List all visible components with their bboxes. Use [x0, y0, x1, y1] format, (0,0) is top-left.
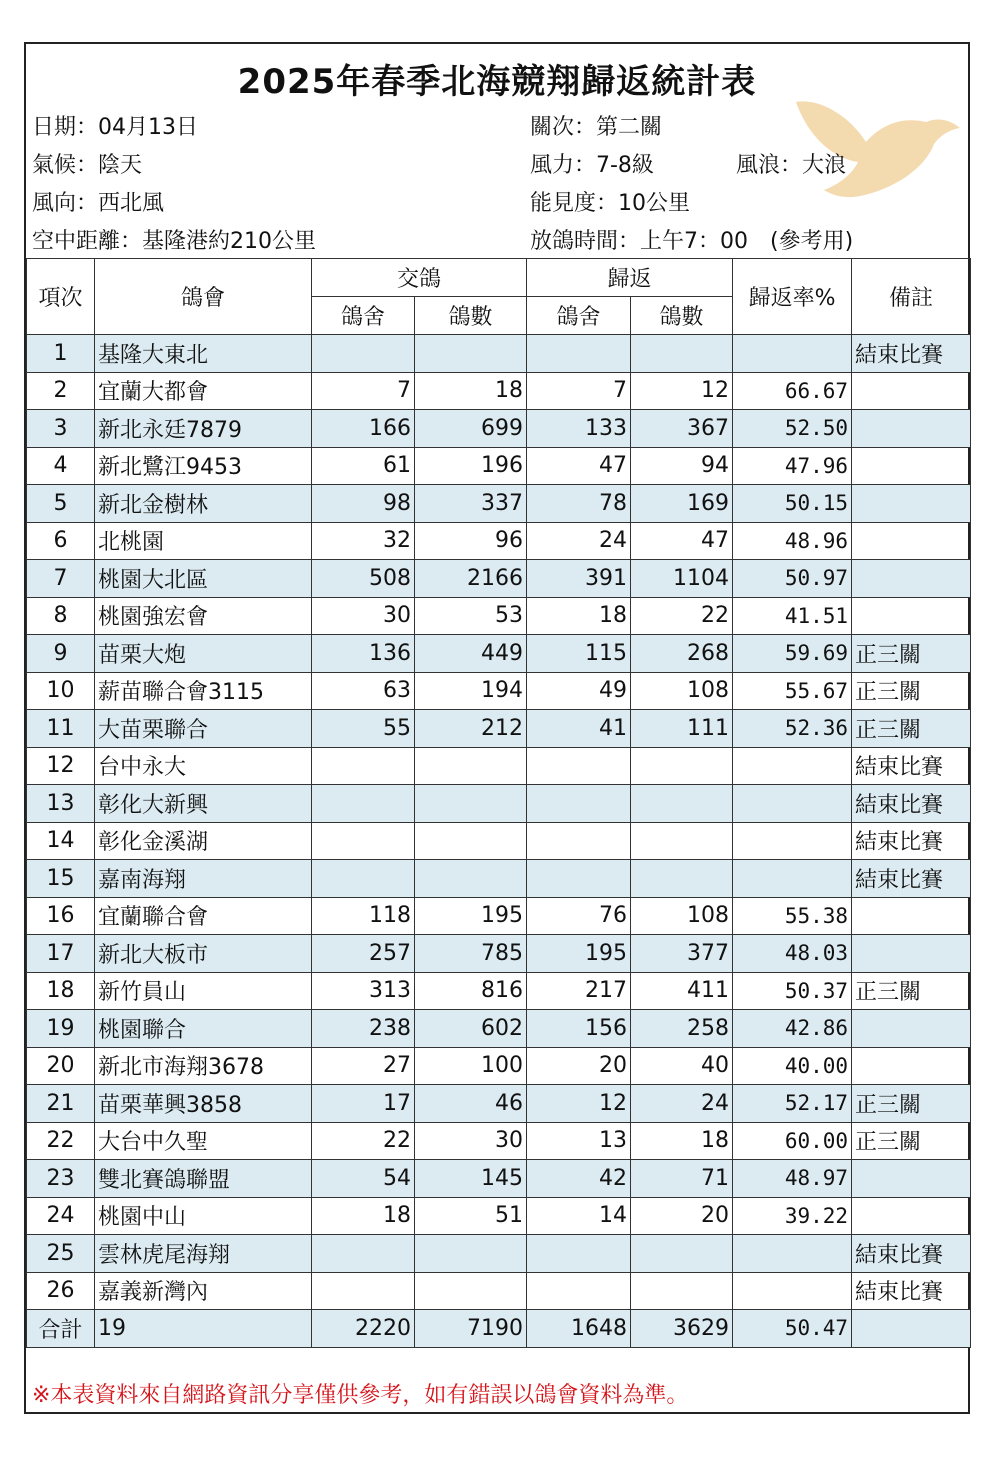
- returned-lofts: 217: [527, 972, 631, 1010]
- row-note: 正三關: [852, 1122, 971, 1160]
- info-distance: 空中距離：基隆港約210公里: [32, 229, 316, 254]
- table-row: [27, 1010, 971, 1048]
- delivered-lofts: [312, 1235, 415, 1273]
- club-name: 北桃園: [95, 522, 312, 560]
- returned-lofts: 49: [527, 672, 631, 710]
- row-index: 2: [27, 372, 95, 410]
- returned-birds: 111: [631, 710, 733, 748]
- return-rate: [733, 822, 852, 860]
- total-rate: 50.47: [733, 1310, 852, 1348]
- row-note: 正三關: [852, 972, 971, 1010]
- delivered-lofts: 257: [312, 935, 415, 973]
- header-delivered: 交鴿: [312, 259, 527, 297]
- row-index: 7: [27, 560, 95, 598]
- returned-lofts: 115: [527, 635, 631, 673]
- header-index: 項次: [27, 259, 95, 335]
- delivered-lofts: [312, 747, 415, 785]
- returned-birds: 12: [631, 372, 733, 410]
- delivered-lofts: 27: [312, 1047, 415, 1085]
- return-rate: [733, 860, 852, 898]
- row-note: 結束比賽: [852, 860, 971, 898]
- table-row: [27, 860, 971, 898]
- row-index: 20: [27, 1047, 95, 1085]
- return-rate: 52.17: [733, 1085, 852, 1123]
- returned-birds: [631, 822, 733, 860]
- return-rate: 52.50: [733, 410, 852, 448]
- delivered-lofts: 7: [312, 372, 415, 410]
- info-wind-direction: 風向：西北風: [32, 191, 165, 216]
- return-rate: 50.15: [733, 485, 852, 523]
- returned-birds: 169: [631, 485, 733, 523]
- returned-birds: 20: [631, 1197, 733, 1235]
- returned-lofts: 20: [527, 1047, 631, 1085]
- delivered-birds: 2166: [415, 560, 527, 598]
- table-row: [27, 972, 971, 1010]
- returned-lofts: [527, 335, 631, 373]
- delivered-birds: 195: [415, 897, 527, 935]
- club-name: 宜蘭聯合會: [95, 897, 312, 935]
- total-label: 合計: [27, 1310, 95, 1348]
- returned-birds: 47: [631, 522, 733, 560]
- row-index: 24: [27, 1197, 95, 1235]
- delivered-birds: [415, 1272, 527, 1310]
- returned-lofts: 18: [527, 597, 631, 635]
- delivered-lofts: 18: [312, 1197, 415, 1235]
- club-name: 大台中久聖: [95, 1122, 312, 1160]
- delivered-lofts: 136: [312, 635, 415, 673]
- delivered-lofts: 313: [312, 972, 415, 1010]
- returned-lofts: 195: [527, 935, 631, 973]
- row-index: 23: [27, 1160, 95, 1198]
- delivered-birds: 53: [415, 597, 527, 635]
- info-visibility: 能見度：10公里: [530, 191, 690, 216]
- row-index: 14: [27, 822, 95, 860]
- total-club-count: 19: [95, 1310, 312, 1348]
- returned-birds: 268: [631, 635, 733, 673]
- delivered-birds: [415, 1235, 527, 1273]
- club-name: 苗栗華興3858: [95, 1085, 312, 1123]
- table-row: [27, 710, 971, 748]
- row-index: 15: [27, 860, 95, 898]
- delivered-lofts: 98: [312, 485, 415, 523]
- row-index: 17: [27, 935, 95, 973]
- delivered-lofts: 54: [312, 1160, 415, 1198]
- table-row: [27, 1047, 971, 1085]
- delivered-birds: [415, 785, 527, 823]
- returned-birds: 40: [631, 1047, 733, 1085]
- row-note: 正三關: [852, 710, 971, 748]
- returned-lofts: 156: [527, 1010, 631, 1048]
- returned-birds: 108: [631, 897, 733, 935]
- table-body: [27, 335, 971, 1310]
- returned-lofts: 42: [527, 1160, 631, 1198]
- delivered-lofts: [312, 785, 415, 823]
- delivered-birds: 51: [415, 1197, 527, 1235]
- row-index: 10: [27, 672, 95, 710]
- header-returned-birds: 鴿數: [631, 297, 733, 335]
- delivered-birds: 337: [415, 485, 527, 523]
- row-note: 結束比賽: [852, 747, 971, 785]
- return-rate: 48.96: [733, 522, 852, 560]
- club-name: 桃園強宏會: [95, 597, 312, 635]
- row-index: 13: [27, 785, 95, 823]
- club-name: 新北金樹林: [95, 485, 312, 523]
- returned-birds: 71: [631, 1160, 733, 1198]
- row-index: 9: [27, 635, 95, 673]
- table-row: [27, 410, 971, 448]
- row-index: 18: [27, 972, 95, 1010]
- row-index: 11: [27, 710, 95, 748]
- delivered-birds: 816: [415, 972, 527, 1010]
- row-index: 26: [27, 1272, 95, 1310]
- returned-birds: 367: [631, 410, 733, 448]
- header-rate: 歸返率%: [733, 259, 852, 335]
- club-name: 新北市海翔3678: [95, 1047, 312, 1085]
- delivered-lofts: 238: [312, 1010, 415, 1048]
- table-row: [27, 935, 971, 973]
- return-rate: 40.00: [733, 1047, 852, 1085]
- delivered-birds: 194: [415, 672, 527, 710]
- table-row: [27, 672, 971, 710]
- club-name: 雲林虎尾海翔: [95, 1235, 312, 1273]
- returned-birds: [631, 747, 733, 785]
- row-note: [852, 597, 971, 635]
- row-index: 4: [27, 447, 95, 485]
- delivered-lofts: 30: [312, 597, 415, 635]
- returned-lofts: [527, 860, 631, 898]
- delivered-lofts: 61: [312, 447, 415, 485]
- return-rate: [733, 1272, 852, 1310]
- returned-lofts: 12: [527, 1085, 631, 1123]
- table-row: [27, 1085, 971, 1123]
- returned-birds: 22: [631, 597, 733, 635]
- table-row: [27, 560, 971, 598]
- table-row: [27, 485, 971, 523]
- row-note: 結束比賽: [852, 1235, 971, 1273]
- club-name: 新北鷺江9453: [95, 447, 312, 485]
- header-delivered-lofts: 鴿舍: [312, 297, 415, 335]
- delivered-birds: 46: [415, 1085, 527, 1123]
- returned-lofts: 24: [527, 522, 631, 560]
- row-index: 12: [27, 747, 95, 785]
- returned-birds: 94: [631, 447, 733, 485]
- stats-sheet: [24, 42, 970, 1414]
- returned-birds: [631, 860, 733, 898]
- table-row: [27, 822, 971, 860]
- return-rate: 48.03: [733, 935, 852, 973]
- header-delivered-birds: 鴿數: [415, 297, 527, 335]
- returned-lofts: 47: [527, 447, 631, 485]
- total-returned-lofts: 1648: [527, 1310, 631, 1348]
- returned-birds: [631, 785, 733, 823]
- delivered-lofts: 55: [312, 710, 415, 748]
- club-name: 新竹員山: [95, 972, 312, 1010]
- row-index: 21: [27, 1085, 95, 1123]
- header-note: 備註: [852, 259, 971, 335]
- delivered-lofts: [312, 822, 415, 860]
- return-rate: 52.36: [733, 710, 852, 748]
- table-row: [27, 522, 971, 560]
- total-returned-birds: 3629: [631, 1310, 733, 1348]
- header-returned-lofts: 鴿舍: [527, 297, 631, 335]
- return-rate: 55.38: [733, 897, 852, 935]
- table-row: [27, 1122, 971, 1160]
- club-name: 新北永廷7879: [95, 410, 312, 448]
- row-note: [852, 935, 971, 973]
- club-name: 桃園大北區: [95, 560, 312, 598]
- row-index: 25: [27, 1235, 95, 1273]
- return-rate: [733, 335, 852, 373]
- club-name: 桃園中山: [95, 1197, 312, 1235]
- club-name: 大苗栗聯合: [95, 710, 312, 748]
- return-rate: [733, 1235, 852, 1273]
- return-rate: 42.86: [733, 1010, 852, 1048]
- row-note: 正三關: [852, 635, 971, 673]
- table-row: [27, 785, 971, 823]
- row-note: [852, 1160, 971, 1198]
- return-rate: 47.96: [733, 447, 852, 485]
- returned-lofts: 41: [527, 710, 631, 748]
- returned-lofts: 133: [527, 410, 631, 448]
- info-date: 日期：04月13日: [32, 115, 198, 140]
- table-row: [27, 597, 971, 635]
- returned-lofts: 7: [527, 372, 631, 410]
- club-name: 新北大板市: [95, 935, 312, 973]
- returned-lofts: 13: [527, 1122, 631, 1160]
- returned-lofts: 391: [527, 560, 631, 598]
- returned-birds: [631, 1272, 733, 1310]
- row-note: 結束比賽: [852, 1272, 971, 1310]
- row-index: 3: [27, 410, 95, 448]
- row-index: 16: [27, 897, 95, 935]
- info-stage: 關次：第二關: [530, 115, 663, 140]
- row-note: [852, 447, 971, 485]
- disclaimer-note: ※本表資料來自網路資訊分享僅供參考，如有錯誤以鴿會資料為準。: [32, 1383, 689, 1408]
- page-title: 2025年春季北海競翔歸返統計表: [237, 62, 757, 102]
- row-note: [852, 1010, 971, 1048]
- delivered-birds: [415, 822, 527, 860]
- delivered-lofts: [312, 1272, 415, 1310]
- returned-lofts: 76: [527, 897, 631, 935]
- row-index: 22: [27, 1122, 95, 1160]
- club-name: 嘉義新灣內: [95, 1272, 312, 1310]
- returned-lofts: [527, 1272, 631, 1310]
- club-name: 台中永大: [95, 747, 312, 785]
- row-note: [852, 897, 971, 935]
- delivered-birds: 18: [415, 372, 527, 410]
- delivered-birds: 449: [415, 635, 527, 673]
- delivered-lofts: 17: [312, 1085, 415, 1123]
- delivered-lofts: [312, 335, 415, 373]
- row-note: 結束比賽: [852, 785, 971, 823]
- header-club: 鴿會: [95, 259, 312, 335]
- club-name: 雙北賽鴿聯盟: [95, 1160, 312, 1198]
- club-name: 彰化金溪湖: [95, 822, 312, 860]
- row-note: [852, 485, 971, 523]
- returned-birds: 24: [631, 1085, 733, 1123]
- table-row: [27, 1197, 971, 1235]
- delivered-birds: 212: [415, 710, 527, 748]
- returned-birds: 377: [631, 935, 733, 973]
- header-returned: 歸返: [527, 259, 733, 297]
- delivered-birds: 96: [415, 522, 527, 560]
- row-note: [852, 372, 971, 410]
- returned-lofts: 14: [527, 1197, 631, 1235]
- returned-birds: 1104: [631, 560, 733, 598]
- delivered-birds: [415, 747, 527, 785]
- delivered-birds: 699: [415, 410, 527, 448]
- table-row: [27, 1160, 971, 1198]
- return-rate: 59.69: [733, 635, 852, 673]
- row-index: 1: [27, 335, 95, 373]
- club-name: 桃園聯合: [95, 1010, 312, 1048]
- delivered-lofts: 32: [312, 522, 415, 560]
- row-index: 5: [27, 485, 95, 523]
- total-note: [852, 1310, 971, 1348]
- returned-birds: 18: [631, 1122, 733, 1160]
- return-rate: 39.22: [733, 1197, 852, 1235]
- returned-birds: 411: [631, 972, 733, 1010]
- row-note: 結束比賽: [852, 335, 971, 373]
- returned-birds: [631, 335, 733, 373]
- row-note: [852, 1047, 971, 1085]
- return-rate: [733, 747, 852, 785]
- row-index: 8: [27, 597, 95, 635]
- delivered-birds: 30: [415, 1122, 527, 1160]
- table-row: [27, 747, 971, 785]
- delivered-birds: 145: [415, 1160, 527, 1198]
- row-note: [852, 1197, 971, 1235]
- club-name: 薪苗聯合會3115: [95, 672, 312, 710]
- club-name: 苗栗大炮: [95, 635, 312, 673]
- returned-birds: 108: [631, 672, 733, 710]
- return-rate: 60.00: [733, 1122, 852, 1160]
- return-rate: 50.37: [733, 972, 852, 1010]
- returned-lofts: 78: [527, 485, 631, 523]
- return-rate: 48.97: [733, 1160, 852, 1198]
- delivered-lofts: [312, 860, 415, 898]
- returned-lofts: [527, 822, 631, 860]
- row-note: [852, 410, 971, 448]
- return-rate: [733, 785, 852, 823]
- return-rate: 55.67: [733, 672, 852, 710]
- info-climate: 氣候：陰天: [32, 153, 143, 178]
- delivered-lofts: 63: [312, 672, 415, 710]
- return-rate: 50.97: [733, 560, 852, 598]
- table-row: [27, 372, 971, 410]
- row-index: 6: [27, 522, 95, 560]
- return-rate: 66.67: [733, 372, 852, 410]
- club-name: 嘉南海翔: [95, 860, 312, 898]
- table-row: [27, 1272, 971, 1310]
- delivered-birds: 602: [415, 1010, 527, 1048]
- returned-lofts: [527, 785, 631, 823]
- delivered-lofts: 118: [312, 897, 415, 935]
- row-note: [852, 522, 971, 560]
- delivered-lofts: 508: [312, 560, 415, 598]
- delivered-birds: 100: [415, 1047, 527, 1085]
- info-release-time: 放鴿時間：上午7：00 (參考用): [530, 229, 854, 254]
- table-row: [27, 1235, 971, 1273]
- club-name: 宜蘭大都會: [95, 372, 312, 410]
- row-note: 正三關: [852, 1085, 971, 1123]
- total-delivered-lofts: 2220: [312, 1310, 415, 1348]
- delivered-birds: 196: [415, 447, 527, 485]
- delivered-birds: [415, 860, 527, 898]
- delivered-birds: [415, 335, 527, 373]
- returned-lofts: [527, 747, 631, 785]
- row-note: [852, 560, 971, 598]
- total-row: [27, 1310, 971, 1348]
- info-waves: 風浪：大浪: [736, 153, 847, 178]
- returned-birds: [631, 1235, 733, 1273]
- returned-lofts: [527, 1235, 631, 1273]
- total-delivered-birds: 7190: [415, 1310, 527, 1348]
- table-row: [27, 635, 971, 673]
- delivered-lofts: 166: [312, 410, 415, 448]
- return-rate: 41.51: [733, 597, 852, 635]
- row-note: 結束比賽: [852, 822, 971, 860]
- club-name: 彰化大新興: [95, 785, 312, 823]
- delivered-lofts: 22: [312, 1122, 415, 1160]
- table-row: [27, 447, 971, 485]
- row-index: 19: [27, 1010, 95, 1048]
- row-note: 正三關: [852, 672, 971, 710]
- delivered-birds: 785: [415, 935, 527, 973]
- table-row: [27, 335, 971, 373]
- returned-birds: 258: [631, 1010, 733, 1048]
- table-row: [27, 897, 971, 935]
- info-wind-force: 風力：7-8級: [530, 153, 654, 178]
- stats-table: [26, 258, 971, 1348]
- club-name: 基隆大東北: [95, 335, 312, 373]
